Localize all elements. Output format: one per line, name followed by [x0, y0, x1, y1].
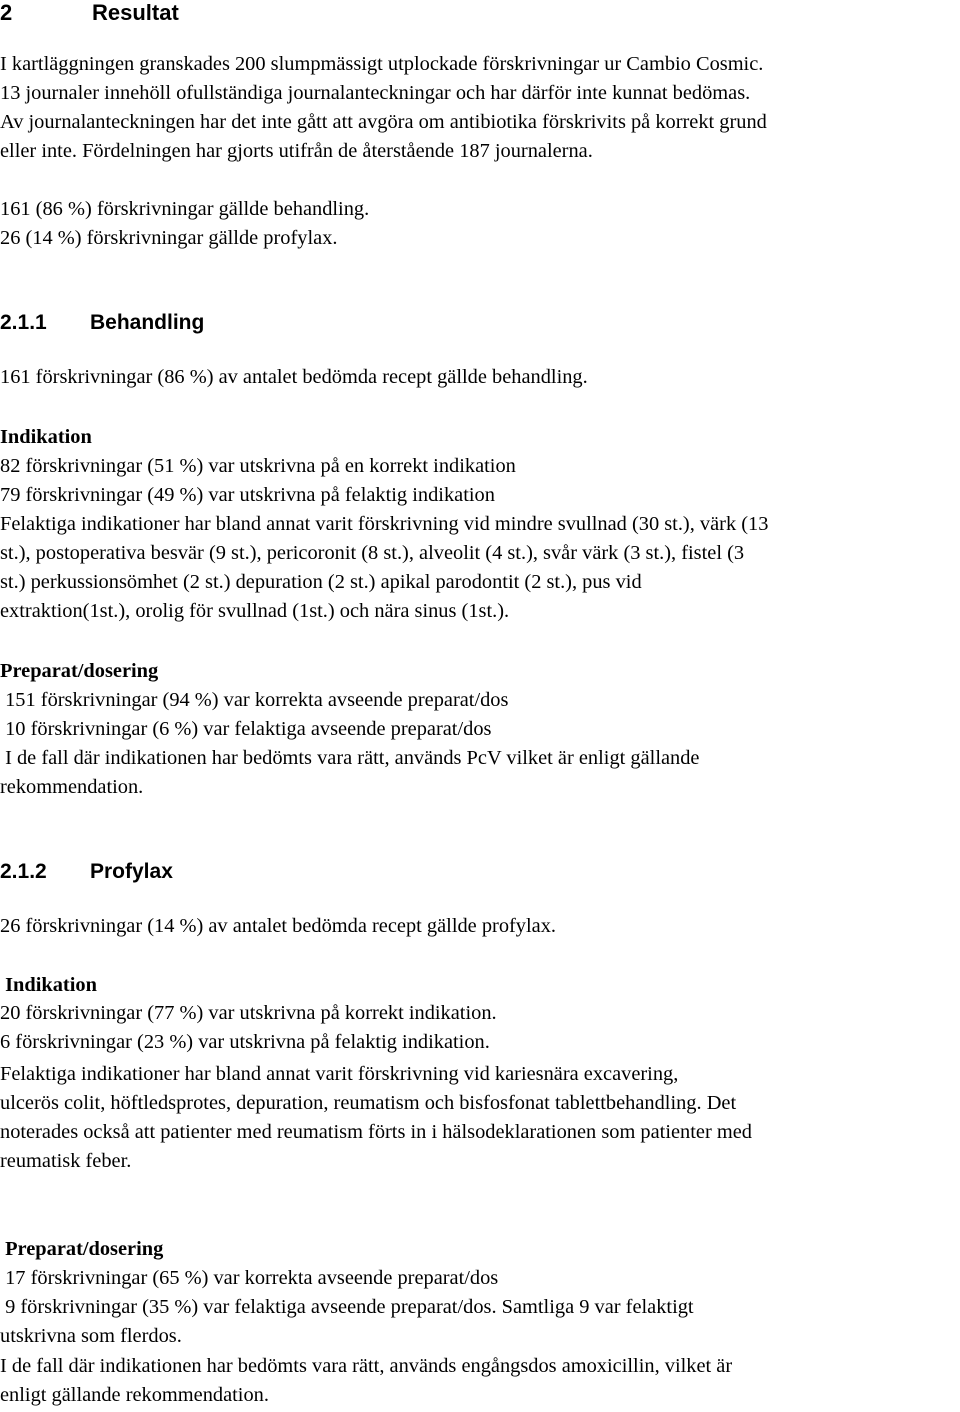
section-heading-resultat: [0, 0, 179, 26]
paragraph-line: 10 förskrivningar (6 %) var felaktiga avseende preparat/dos: [0, 718, 492, 740]
subheading-indikation: Indikation: [0, 974, 97, 996]
paragraph-line: st.) perkussionsömhet (2 st.) depuration (2 st.) apikal parodontit (2 st.), pus vid: [0, 571, 642, 593]
section-title: Behandling: [90, 311, 205, 334]
paragraph-line: 26 förskrivningar (14 %) av antalet bedömda recept gällde profylax.: [0, 915, 557, 937]
paragraph-line: 151 förskrivningar (94 %) var korrekta avseende preparat/dos: [0, 689, 509, 711]
paragraph-line: I de fall där indikationen har bedömts vara rätt, används PcV vilket är enligt gällande: [0, 747, 700, 769]
paragraph-line: 161 (86 %) förskrivningar gällde behandling.: [0, 198, 370, 220]
subheading-preparat-dosering: Preparat/dosering: [0, 1238, 164, 1260]
section-number: 2.1.2: [0, 860, 47, 883]
section-title: Resultat: [92, 0, 179, 25]
paragraph-line: rekommendation.: [0, 776, 144, 798]
paragraph-line: 20 förskrivningar (77 %) var utskrivna på korrekt indikation.: [0, 1002, 497, 1024]
paragraph-line: I de fall där indikationen har bedömts vara rätt, används engångsdos amoxicillin, vilket är: [0, 1355, 733, 1377]
subheading-indikation: Indikation: [0, 426, 92, 448]
paragraph-line: 79 förskrivningar (49 %) var utskrivna på felaktig indikation: [0, 484, 495, 506]
paragraph-line: 161 förskrivningar (86 %) av antalet bedömda recept gällde behandling.: [0, 366, 588, 388]
paragraph-line: ulcerös colit, höftledsprotes, depuration, reumatism och bisfosfonat tablettbehandling. Det: [0, 1092, 737, 1114]
paragraph-line: reumatisk feber.: [0, 1150, 132, 1172]
subheading-preparat-dosering: Preparat/dosering: [0, 660, 159, 682]
section-number: 2: [0, 0, 13, 25]
section-heading-behandling: [0, 310, 204, 336]
paragraph-line: 82 förskrivningar (51 %) var utskrivna på en korrekt indikation: [0, 455, 516, 477]
paragraph-line: I kartläggningen granskades 200 slumpmässigt utplockade förskrivningar ur Cambio Cosmic.: [0, 53, 764, 75]
paragraph-line: noterades också att patienter med reumatism förts in i hälsodeklarationen som patienter med: [0, 1121, 752, 1143]
section-title: Profylax: [90, 860, 173, 883]
paragraph-line: extraktion(1st.), orolig för svullnad (1st.) och nära sinus (1st.).: [0, 600, 510, 622]
paragraph-line: 6 förskrivningar (23 %) var utskrivna på felaktig indikation.: [0, 1031, 490, 1053]
paragraph-line: Felaktiga indikationer har bland annat varit förskrivning vid mindre svullnad (30 st.), värk (13: [0, 513, 769, 535]
paragraph-line: utskrivna som flerdos.: [0, 1325, 182, 1347]
paragraph-line: 13 journaler innehöll ofullständiga journalanteckningar och har därför inte kunnat bedömas.: [0, 82, 751, 104]
section-number: 2.1.1: [0, 311, 47, 334]
paragraph-line: enligt gällande rekommendation.: [0, 1384, 269, 1406]
paragraph-line: Av journalanteckningen har det inte gått att avgöra om antibiotika förskrivits på korrekt grund: [0, 111, 767, 133]
paragraph-line: 26 (14 %) förskrivningar gällde profylax.: [0, 227, 338, 249]
paragraph-line: Felaktiga indikationer har bland annat varit förskrivning vid kariesnära excavering,: [0, 1063, 679, 1085]
paragraph-line: 9 förskrivningar (35 %) var felaktiga avseende preparat/dos. Samtliga 9 var felaktigt: [0, 1296, 694, 1318]
section-heading-profylax: [0, 859, 173, 885]
paragraph-line: 17 förskrivningar (65 %) var korrekta avseende preparat/dos: [0, 1267, 499, 1289]
paragraph-line: st.), postoperativa besvär (9 st.), pericoronit (8 st.), alveolit (4 st.), svår värk (3 st.), fistel (3: [0, 542, 745, 564]
paragraph-line: eller inte. Fördelningen har gjorts utifrån de återstående 187 journalerna.: [0, 140, 593, 162]
